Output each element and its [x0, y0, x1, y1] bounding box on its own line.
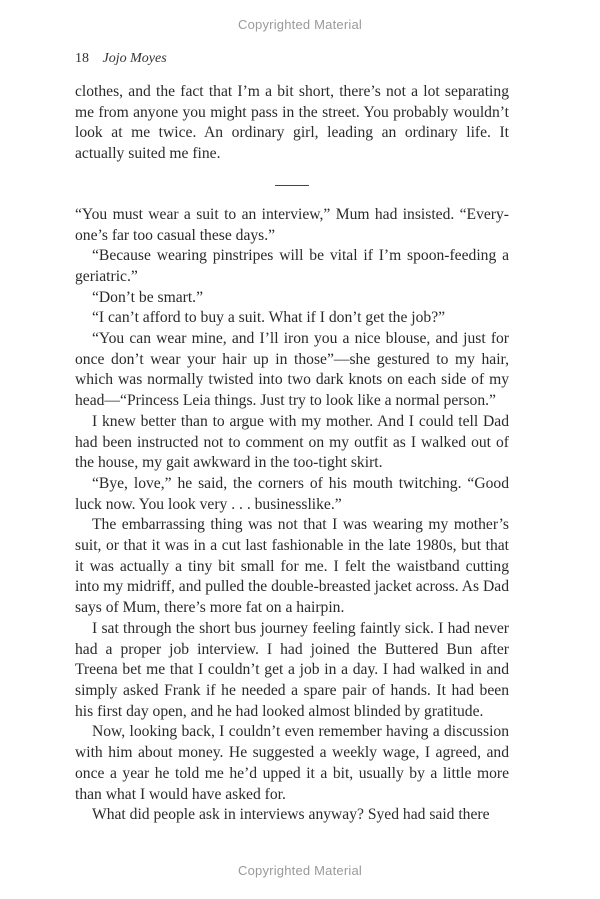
running-head: [75, 51, 167, 67]
page-number: 18: [75, 51, 89, 66]
paragraph: clothes, and the fact that I’m a bit short, there’s not a lot separating me from anyone you might pass in the street. You probably wouldn’t look at me twice. An ordinary girl, leading an ordinary life. It actually suited me fine.: [75, 83, 509, 163]
section-break-divider: [275, 185, 309, 186]
paragraph: “I can’t afford to buy a suit. What if I don’t get the job?”: [92, 309, 446, 327]
paragraph: “Because wearing pinstripes will be vital if I’m spoon-feeding a geriatric.”: [75, 247, 509, 285]
body-text: [75, 82, 509, 826]
paragraph: What did people ask in interviews anyway? Syed had said there: [92, 806, 490, 824]
watermark-bottom: Copyrighted Material: [238, 863, 362, 878]
paragraph: “You must wear a suit to an interview,” Mum had insisted. “Everyone’s far too casual these days.”: [75, 205, 509, 244]
author-name: Jojo Moyes: [102, 51, 167, 66]
paragraph: I knew better than to argue with my mother. And I could tell Dad had been instructed not to comment on my outfit as I walked out of the house, my gait awkward in the too-tight skirt.: [75, 412, 509, 472]
paragraph: The embarrassing thing was not that I was wearing my mother’s suit, or that it was in a cut last fashionable in the late 1980s, but that it was actually a tiny bit small for me. I felt the waistband cutting into my midriff, and pulled the double-breasted jacket across. As Dad says of Mum, there’s more fat on a hairpin.: [75, 516, 509, 617]
paragraph: “You can wear mine, and I’ll iron you a nice blouse, and just for once don’t wear your hair up in those”—she gestured to my hair, which was normally twisted into two dark knots on each side of my head—“Princess Leia things. Just try to look like a normal person.”: [75, 330, 509, 410]
paragraph: I sat through the short bus journey feeling faintly sick. I had never had a proper job interview. I had joined the Buttered Bun after Treena bet me that I couldn’t get a job in a day. I had walked in and simply asked Frank if he needed a spare pair of hands. It had been his first day open, and he had looked almost blinded by gratitude.: [75, 619, 509, 720]
paragraph: “Don’t be smart.”: [92, 288, 203, 306]
paragraph: “Bye, love,” he said, the corners of his mouth twitching. “Good luck now. You look very . . . businesslike.”: [75, 474, 509, 513]
watermark-top: Copyrighted Material: [238, 17, 362, 32]
paragraph: Now, looking back, I couldn’t even remember having a discussion with him about money. He suggested a weekly wage, I agreed, and once a year he told me he’d upped it a bit, usually by a little more than what I would have asked for.: [75, 723, 509, 803]
